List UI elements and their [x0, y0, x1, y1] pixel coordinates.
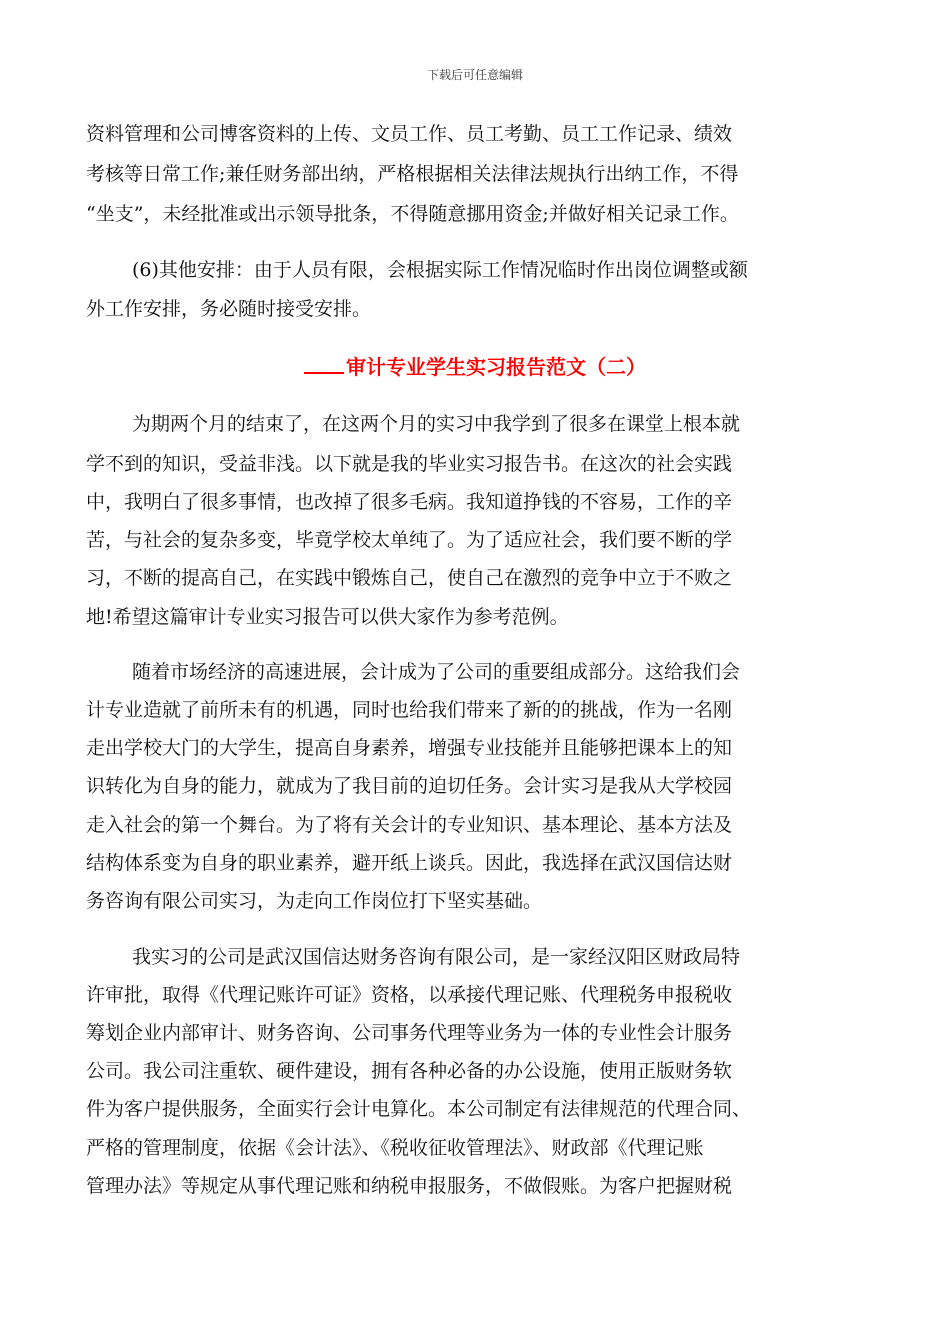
paragraph-5-line-5: 件为客户提供服务，全面实行会计电算化。本公司制定有法律规范的代理合同、: [86, 1098, 752, 1120]
paragraph-5-line-4: 公司。我公司注重软、硬件建设，拥有各种必备的办公设施，使用正版财务软: [86, 1060, 733, 1082]
paragraph-3-line-3: 中，我明白了很多事情，也改掉了很多毛病。我知道挣钱的不容易，工作的辛: [86, 491, 733, 513]
paragraph-4-line-3: 走出学校大门的大学生，提高自身素养，增强专业技能并且能够把课本上的知: [86, 737, 733, 759]
paragraph-5-line-7: 管理办法》等规定从事代理记账和纳税申报服务，不做假账。为客户把握财税: [86, 1175, 733, 1197]
paragraph-3-line-2: 学不到的知识，受益非浅。以下就是我的毕业实习报告书。在这次的社会实践: [86, 453, 733, 475]
paragraph-3-line-5: 习，不断的提高自己，在实践中锻炼自己，使自己在激烈的竞争中立于不败之: [86, 567, 733, 589]
paragraph-4-line-1: 随着市场经济的高速进展，会计成为了公司的重要组成部分。这给我们会: [132, 661, 741, 683]
paragraph-3-line-4: 苦，与社会的复杂多变，毕竟学校太单纯了。为了适应社会，我们要不断的学: [86, 529, 733, 551]
page-header-note: 下载后可任意编辑: [426, 68, 523, 82]
paragraph-5-line-1: 我实习的公司是武汉国信达财务咨询有限公司，是一家经汉阳区财政局特: [132, 946, 741, 968]
paragraph-4-line-5: 走入社会的第一个舞台。为了将有关会计的专业知识、基本理论、基本方法及: [86, 814, 733, 836]
paragraph-4-line-4: 识转化为自身的能力，就成为了我目前的迫切任务。会计实习是我从大学校园: [86, 775, 733, 797]
paragraph-5-line-6: 严格的管理制度，依据《会计法》、《税收征收管理法》、财政部《代理记账: [86, 1137, 704, 1159]
paragraph-1-line-1: 资料管理和公司博客资料的上传、文员工作、员工考勤、员工工作记录、绩效: [86, 123, 733, 145]
paragraph-4-line-6: 结构体系变为自身的职业素养，避开纸上谈兵。因此，我选择在武汉国信达财: [86, 852, 733, 874]
section-title-text: 审计专业学生实习报告范文（二）: [346, 355, 646, 379]
paragraph-5-line-2: 许审批，取得《代理记账许可证》资格，以承接代理记账、代理税务申报税收: [86, 984, 733, 1006]
paragraph-4-line-2: 计专业造就了前所未有的机遇，同时也给我们带来了新的的挑战，作为一名刚: [86, 699, 733, 721]
paragraph-5-line-3: 筹划企业内部审计、财务咨询、公司事务代理等业务为一体的专业性会计服务: [86, 1022, 733, 1044]
title-blank-underline: [304, 354, 344, 374]
paragraph-2-line-1: (6)其他安排：由于人员有限，会根据实际工作情况临时作出岗位调整或额: [132, 259, 748, 281]
paragraph-4-line-7: 务咨询有限公司实习，为走向工作岗位打下坚实基础。: [86, 890, 543, 912]
paragraph-2-line-2: 外工作安排，务必随时接受安排。: [86, 298, 372, 320]
section-title: [0, 354, 950, 380]
paragraph-3-line-1: 为期两个月的结束了，在这两个月的实习中我学到了很多在课堂上根本就: [132, 413, 741, 435]
paragraph-3-line-6: 地!希望这篇审计专业实习报告可以供大家作为参考范例。: [86, 606, 569, 628]
paragraph-1-line-2: 考核等日常工作;兼任财务部出纳，严格根据相关法律法规执行出纳工作，不得: [86, 163, 739, 185]
paragraph-1-line-3: “坐支”，未经批准或出示领导批条，不得随意挪用资金;并做好相关记录工作。: [86, 203, 739, 225]
